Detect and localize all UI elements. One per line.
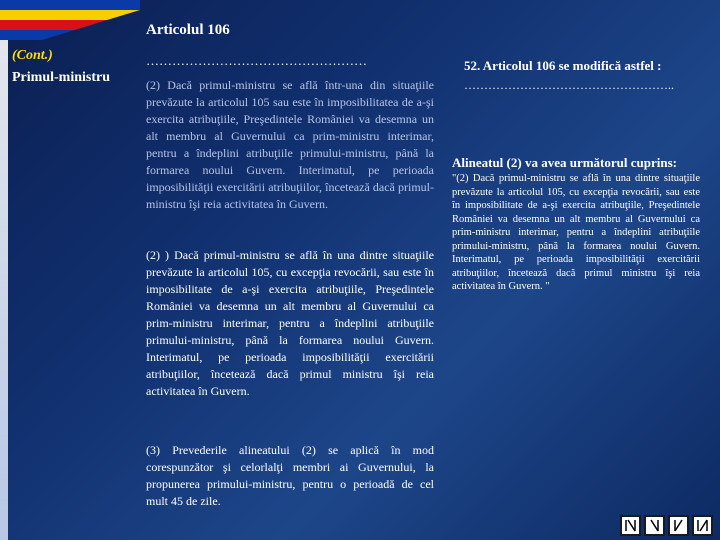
revised-paragraph: (2) ) Dacă primul-ministru se află în una dintre situaţiile prevăzute la articolul 105, cu excepţia revocării, sau este în imposibilitate de a-şi exercita atribuţiile, Preşedintele României va desemna un alt membru al Guvernului ca prim-ministru interimar, pentru a îndeplini atribuţiile primului-ministru, până la formarea noului Guvern. Interimatul, pe perioada imposibilităţii exercitării atribuţiilor, încetează dacă primul ministru îşi reia activitatea în Guvern. (146, 248, 434, 398)
first-slide-icon (623, 518, 638, 533)
first-slide-button[interactable] (620, 515, 641, 536)
continued-label: (Cont.) (12, 48, 53, 63)
article-title: Articolul 106 (146, 22, 230, 38)
ellipsis-line-right: …………………………………………….. (464, 78, 674, 92)
alineat-title: Alineatul (2) va avea următorul cuprins: (452, 155, 677, 170)
last-slide-icon (695, 518, 710, 533)
paragraph-3: (3) Prevederile alineatului (2) se aplică în mod corespunzător şi celorlalţi membri ai Guvernului, la propunerea primului-ministru, pentru o perioadă de cel mult 45 de zile. (146, 443, 434, 508)
role-label: Primul-ministru (12, 70, 110, 85)
next-slide-icon (671, 518, 686, 533)
previous-slide-icon (647, 518, 662, 533)
next-slide-button[interactable] (668, 515, 689, 536)
last-slide-button[interactable] (692, 515, 713, 536)
amendment-title: 52. Articolul 106 se modifică astfel : (464, 58, 662, 73)
left-edge-bar (0, 0, 8, 540)
amendment-body: "(2) Dacă primul-ministru se află în una dintre situaţiile prevăzute la articolul 105, cu excepţia revocării, sau este în imposibilitate de a-şi exercita atribuţiile, Preşedintele României va desemna un alt membru al Guvernului ca prim-ministru interimar, pentru a îndeplini atribuţiile primului-ministru, până la formarea noului Guvern. Interimatul, pe perioada imposibilităţii exercitării atribuţiilor, încetează dacă primul ministru îşi reia activitatea în Guvern. " (452, 173, 700, 292)
flag-decoration (0, 0, 140, 40)
previous-slide-button[interactable] (644, 515, 665, 536)
ellipsis-line: …………………………………………… (146, 53, 367, 68)
original-paragraph: (2) Dacă primul-ministru se află într-una din situaţiile prevăzute la articolul 105 sau este în imposibilitatea de a-şi exercita atribuţiile, Preşedintele României va desemna un alt membru al Guvernului ca prim-ministru interimar, pentru a îndeplini atribuţiile primului-ministru, până la formarea noului Guvern. Interimatul, pe perioada imposibilităţii exercitării atribuţiilor, încetează dacă primul-ministru îşi reia activitatea în Guvern. (146, 78, 434, 211)
